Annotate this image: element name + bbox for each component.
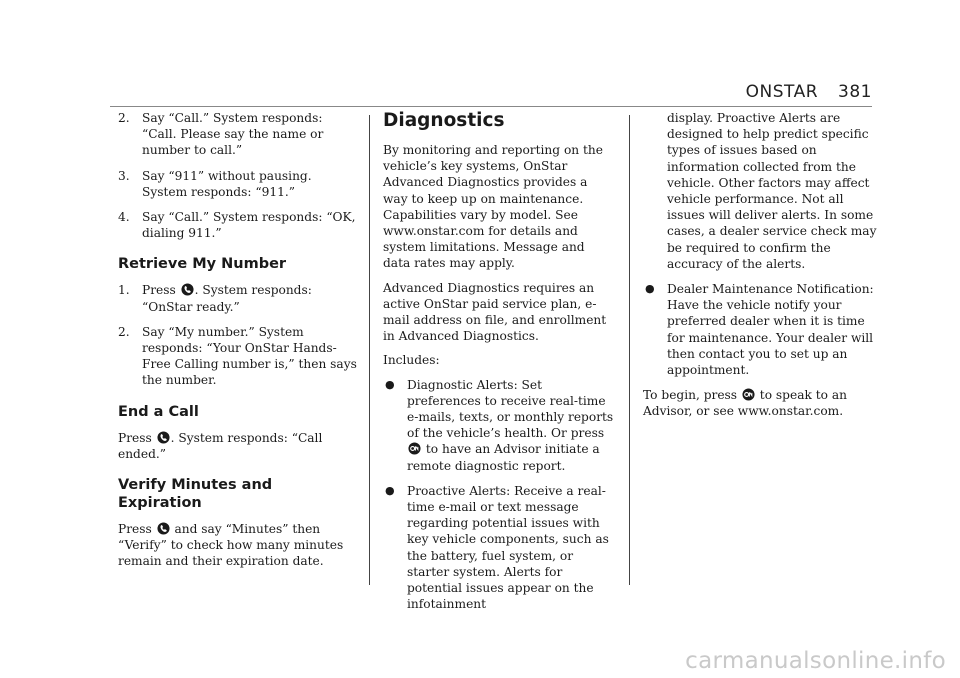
voice-call-icon: [157, 522, 170, 535]
header-divider: [110, 106, 872, 107]
bullet-continuation: display. Proactive Alerts are designed to help predict specific types of issues based on information collected from the vehicle. Other factors may affect vehicle performance. Not all issues will deliver alerts. In some cases, a dealer service check may be required to confirm the accuracy of the alerts.: [667, 111, 877, 271]
verify-minutes-text: Press and say “Minutes” then “Verify” to check how many minutes remain and their expiration date.: [118, 522, 344, 569]
page-number: 381: [838, 82, 872, 102]
onstar-button-icon: [408, 442, 421, 455]
bullet-item: ● Proactive Alerts: Receive a real-time e-mail or text message regarding potential issues with key vehicle components, such as the battery, fuel system, or starter system. Alerts for potential issues appear on the infotainment: [385, 483, 609, 612]
column-divider: [369, 115, 370, 585]
verify-minutes-heading: Verify Minutes and Expiration: [118, 477, 273, 512]
column-divider: [629, 115, 630, 585]
diagnostics-intro: By monitoring and reporting on the vehicle’s key systems, OnStar Advanced Diagnostics provides a way to keep up on maintenance. Capabilities vary by model. See www.onstar.com for details and system limitations. Message and data rates may apply.: [383, 143, 603, 271]
end-call-text: Press . System responds: “Call ended.”: [118, 430, 323, 461]
voice-call-icon: [181, 283, 194, 296]
onstar-button-icon: [742, 388, 755, 401]
column-3: [643, 110, 883, 428]
column-2: [383, 110, 615, 621]
bullet-icon: ●: [385, 377, 395, 391]
bullet-item: ● Dealer Maintenance Notification: Have the vehicle notify your preferred dealer when it is time for maintenance. Your dealer will then contact you to set up an appointment.: [645, 282, 874, 378]
step-item: 2. Say “Call.” System responds: “Call. Please say the name or number to call.”: [118, 111, 324, 158]
diagnostics-heading: Diagnostics: [383, 110, 505, 131]
step-item: 3. Say “911” without pausing. System responds: “911.”: [118, 168, 312, 199]
retrieve-number-heading: Retrieve My Number: [118, 256, 287, 273]
page-header: [746, 82, 872, 102]
bullet-icon: ●: [645, 282, 655, 296]
bullet-item: ● Diagnostic Alerts: Set preferences to receive real-time e-mails, texts, or monthly reports of the vehicle’s health. Or press to have an Advisor initiate a remote diagnostic report.: [385, 377, 614, 473]
step-item: 1. Press . System responds: “OnStar ready.”: [118, 283, 312, 314]
includes-label: Includes:: [383, 353, 440, 368]
closing-text: To begin, press to speak to an Advisor, or see www.onstar.com.: [643, 388, 847, 419]
section-title: ONSTAR: [745, 82, 819, 102]
step-item: 4. Say “Call.” System responds: “OK, dialing 911.”: [118, 210, 356, 241]
step-item: 2. Say “My number.” System responds: “Your OnStar Hands-Free Calling number is,” then says the number.: [118, 324, 357, 388]
bullet-icon: ●: [385, 483, 395, 497]
voice-call-icon: [157, 431, 170, 444]
watermark: carmanualsonline.info: [685, 648, 946, 674]
column-1: [118, 110, 358, 578]
diagnostics-requirements: Advanced Diagnostics requires an active OnStar paid service plan, e-mail address on file, and enrollment in Advanced Diagnostics.: [383, 280, 607, 344]
end-call-heading: End a Call: [118, 403, 199, 420]
